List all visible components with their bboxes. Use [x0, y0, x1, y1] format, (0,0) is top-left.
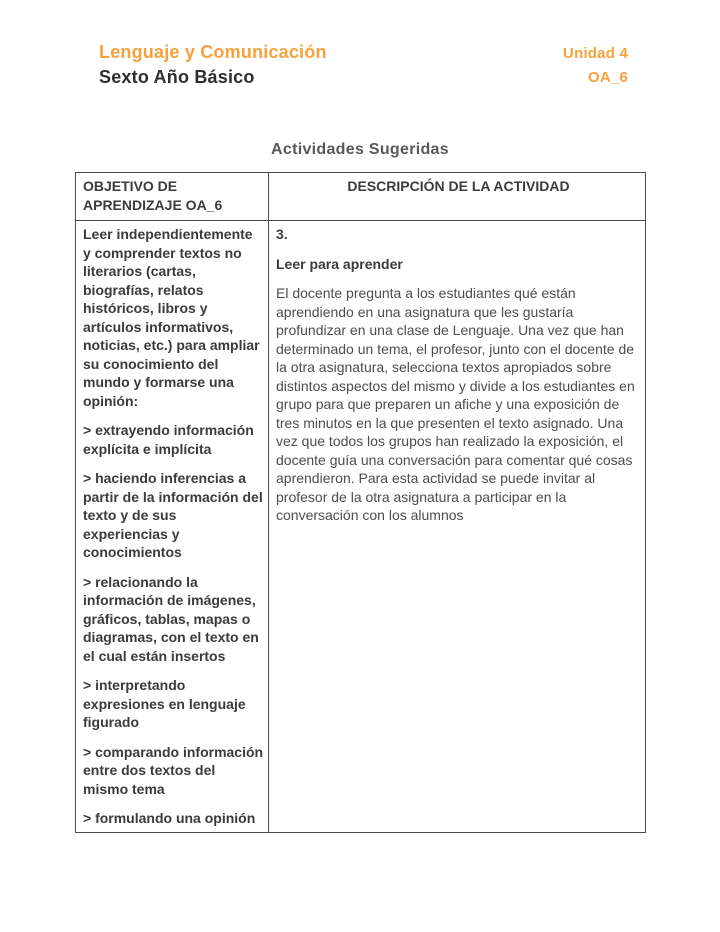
activity-description: El docente pregunta a los estudiantes qué están aprendiendo en una asignatura que les gustaría profundizar en una clase de Lenguaje. Una vez que han determinado un tema, el profesor, junto con el docente de la otra asignatura, selecciona textos apropiados sobre distintos aspectos del mismo y divide a los estudiantes en grupo para que preparen un afiche y una exposición de tres minutos en la que presenten el texto asignado. Una vez que todos los grupos han realizado la exposición, el docente guía una conversación para comentar qué cosas aprendieron. Para esta actividad se puede invitar al profesor de la otra asignatura a participar en la conversación con los alumnos: [276, 285, 635, 523]
objective-column-header: OBJETIVO DE APRENDIZAJE OA_6: [76, 173, 269, 221]
description-column-header: DESCRIPCIÓN DE LA ACTIVIDAD: [269, 173, 646, 221]
activity-cell: [269, 221, 646, 833]
unit-label: Unidad 4: [563, 45, 628, 62]
oa-code-label: OA_6: [588, 69, 628, 86]
objective-bullet: > relacionando la información de imágenes, gráficos, tablas, mapas o diagramas, con el texto en el cual están insertos: [83, 573, 259, 664]
section-title: Actividades Sugeridas: [271, 141, 449, 158]
objective-intro: Leer independientemente y comprender textos no literarios (cartas, biografías, relatos históricos, libros y artículos informativos, noticias, etc.) para ampliar su conocimiento del mundo y formarse una opinión:: [83, 226, 260, 409]
activity-content: [276, 225, 641, 829]
activity-title: Leer para aprender: [276, 255, 403, 272]
objective-content: [83, 225, 264, 829]
objective-cell: [76, 221, 269, 833]
objective-bullet: > extrayendo información explícita e implícita: [83, 422, 254, 457]
table-header-row: [76, 173, 646, 221]
subject-title: Lenguaje y Comunicación: [99, 42, 327, 62]
header-right: [563, 40, 628, 90]
objective-bullet: > formulando una opinión: [83, 810, 256, 826]
objective-bullet: > interpretando expresiones en lenguaje figurado: [83, 677, 246, 730]
grade-title: Sexto Año Básico: [99, 67, 255, 87]
header-left: [99, 40, 327, 90]
activity-number: 3.: [276, 226, 288, 242]
objective-bullet: > comparando información entre dos textos del mismo tema: [83, 743, 264, 797]
objective-bullet: > haciendo inferencias a partir de la información del texto y de sus experiencias y conocimientos: [83, 470, 263, 560]
page-header: [0, 0, 720, 90]
table-body-row: [76, 221, 646, 833]
activities-table: [75, 172, 646, 833]
